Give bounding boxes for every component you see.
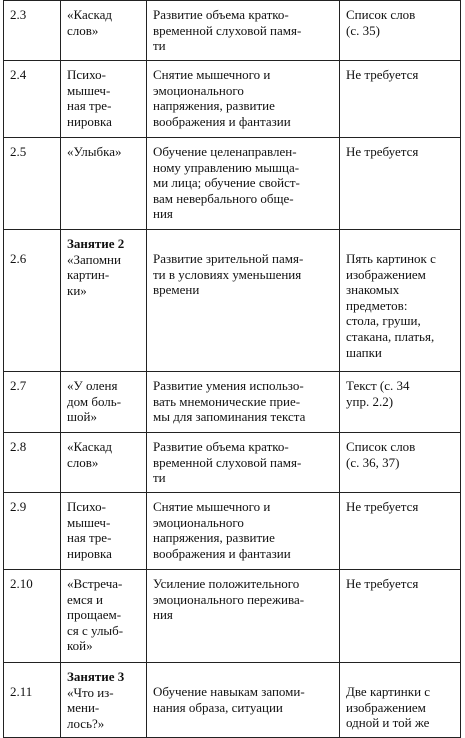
exercise-goal-line: Развитие объема кратко-: [153, 439, 289, 454]
exercise-material-cell: [340, 570, 461, 663]
exercise-material-line: Не требуется: [346, 144, 419, 159]
exercise-goal-line: ния: [153, 607, 173, 623]
exercise-material-line: изображением: [346, 699, 426, 715]
exercise-material-line: Не требуется: [346, 499, 419, 514]
exercise-title-cell: [61, 61, 147, 138]
exercise-material-line: Список слов: [346, 439, 416, 454]
exercise-goal-line: Усиление положительного: [153, 576, 300, 591]
exercise-material-line: стакана, платья,: [346, 328, 435, 344]
exercise-title-line: «Каскад: [67, 7, 113, 22]
table-row: [4, 663, 461, 738]
table-row: [4, 570, 461, 663]
exercise-goal-line: вам невербального обще-: [153, 190, 294, 206]
exercise-title-cell: [61, 433, 147, 493]
table-row: [4, 230, 461, 372]
row-number: 2.10: [10, 576, 33, 591]
exercise-goal-line: воображения и фантазии: [153, 113, 291, 129]
table-row: [4, 138, 461, 230]
exercise-title-line: ная тре-: [67, 530, 112, 546]
exercise-goal-cell: [147, 433, 340, 493]
exercise-table: [3, 0, 461, 738]
exercise-title-cell: [61, 138, 147, 230]
table-row: [4, 61, 461, 138]
exercise-goal-line: временной слуховой памя-: [153, 454, 302, 470]
exercise-title-line: «Встреча-: [67, 576, 123, 591]
exercise-title-line: слов»: [67, 454, 99, 470]
table-body: [4, 1, 461, 738]
exercise-material-cell: [340, 663, 461, 738]
exercise-title-line: дом боль-: [67, 393, 122, 409]
exercise-material-line: Пять картинок с: [346, 251, 436, 266]
exercise-title-cell: [61, 1, 147, 61]
exercise-material-cell: [340, 138, 461, 230]
exercise-goal-line: Снятие мышечного и: [153, 67, 271, 82]
exercise-title-line: шой»: [67, 409, 97, 425]
exercise-title-line: лось?»: [67, 715, 105, 731]
row-number-cell: [4, 372, 61, 433]
exercise-goal-cell: [147, 138, 340, 230]
exercise-title-cell: [61, 570, 147, 663]
exercise-title-line: ки»: [67, 282, 87, 298]
row-number: 2.8: [10, 439, 27, 454]
row-number-cell: [4, 230, 61, 372]
exercise-goal-cell: [147, 230, 340, 372]
row-number-cell: [4, 493, 61, 570]
row-number: 2.5: [10, 144, 27, 159]
exercise-title-cell: [61, 493, 147, 570]
exercise-title-line: «Запомни: [67, 251, 121, 267]
exercise-goal-line: эмоционального: [153, 82, 244, 98]
exercise-goal-line: нания образа, ситуации: [153, 699, 283, 715]
exercise-title-line: картин-: [67, 267, 110, 283]
exercise-material-line: Список слов: [346, 7, 416, 22]
exercise-goal-line: ти: [153, 38, 166, 54]
exercise-title-line: ся с улыб-: [67, 622, 124, 638]
exercise-title-line: мышеч-: [67, 82, 111, 98]
exercise-title-line: мени-: [67, 700, 100, 716]
row-number: 2.6: [10, 251, 27, 266]
row-number-cell: [4, 570, 61, 663]
exercise-material-line: Текст (с. 34: [346, 378, 410, 393]
exercise-title-line: емся и: [67, 591, 103, 607]
exercise-material-cell: [340, 372, 461, 433]
exercise-material-line: стола, груши,: [346, 313, 421, 329]
exercise-goal-line: Обучение навыкам запоми-: [153, 684, 305, 699]
exercise-title-line: Психо-: [67, 499, 106, 514]
exercise-title-line: прощаем-: [67, 607, 122, 623]
exercise-goal-line: Снятие мышечного и: [153, 499, 271, 514]
exercise-title-cell: [61, 372, 147, 433]
exercise-title-cell: [61, 230, 147, 372]
row-number-cell: [4, 138, 61, 230]
table-row: [4, 1, 461, 61]
exercise-material-line: (с. 35): [346, 22, 380, 38]
row-number-cell: [4, 663, 61, 738]
exercise-goal-line: Развитие зрительной памя-: [153, 251, 304, 266]
row-number-cell: [4, 61, 61, 138]
row-number: 2.7: [10, 378, 27, 393]
exercise-goal-cell: [147, 372, 340, 433]
exercise-title-line: «У оленя: [67, 378, 118, 393]
exercise-goal-cell: [147, 663, 340, 738]
exercise-goal-line: эмоционального: [153, 514, 244, 530]
exercise-goal-line: ному управлению мышца-: [153, 159, 300, 175]
exercise-title-line: слов»: [67, 22, 99, 38]
exercise-material-cell: [340, 1, 461, 61]
exercise-material-cell: [340, 61, 461, 138]
exercise-goal-line: ния: [153, 206, 173, 222]
exercise-material-line: Две картинки с: [346, 684, 431, 699]
exercise-goal-line: Обучение целенаправлен-: [153, 144, 297, 159]
exercise-goal-line: Развитие объема кратко-: [153, 7, 289, 22]
exercise-title-line: Психо-: [67, 67, 106, 82]
table-row: [4, 493, 461, 570]
row-number-cell: [4, 433, 61, 493]
session-heading: Занятие 2: [67, 236, 125, 251]
exercise-title-line: мышеч-: [67, 514, 111, 530]
exercise-goal-cell: [147, 1, 340, 61]
exercise-material-line: предметов:: [346, 297, 408, 313]
table-row: [4, 433, 461, 493]
exercise-material-cell: [340, 230, 461, 372]
row-number: 2.11: [10, 684, 33, 699]
exercise-material-line: Не требуется: [346, 67, 419, 82]
exercise-goal-line: ти: [153, 470, 166, 486]
exercise-goal-line: эмоционального пережива-: [153, 591, 305, 607]
exercise-title-line: кой»: [67, 638, 93, 654]
exercise-material-line: изображением: [346, 266, 426, 282]
exercise-title-line: нировка: [67, 113, 112, 129]
exercise-material-line: упр. 2.2): [346, 393, 394, 409]
exercise-material-line: Не требуется: [346, 576, 419, 591]
exercise-goal-line: Развитие умения использо-: [153, 378, 304, 393]
exercise-goal-line: мы для запоминания текста: [153, 409, 306, 425]
row-number: 2.4: [10, 67, 27, 82]
exercise-title-cell: [61, 663, 147, 738]
row-number-cell: [4, 1, 61, 61]
exercise-material-cell: [340, 493, 461, 570]
exercise-material-line: одной и той же: [346, 715, 430, 731]
exercise-goal-cell: [147, 61, 340, 138]
exercise-goal-line: воображения и фантазии: [153, 545, 291, 561]
exercise-goal-line: ти в условиях уменьшения: [153, 266, 302, 282]
exercise-material-line: знакомых: [346, 282, 400, 298]
exercise-title-line: «Каскад: [67, 439, 113, 454]
exercise-goal-line: временной слуховой памя-: [153, 22, 302, 38]
exercise-goal-line: напряжения, развитие: [153, 98, 275, 114]
exercise-title-line: «Что из-: [67, 684, 114, 700]
exercise-goal-cell: [147, 570, 340, 663]
exercise-material-line: шапки: [346, 344, 382, 360]
exercise-title-line: ная тре-: [67, 98, 112, 114]
exercise-material-line: (с. 36, 37): [346, 454, 400, 470]
exercise-goal-cell: [147, 493, 340, 570]
row-number: 2.3: [10, 7, 27, 22]
exercise-goal-line: времени: [153, 282, 200, 298]
exercise-title-line: «Улыбка»: [67, 144, 122, 159]
session-heading: Занятие 3: [67, 669, 125, 684]
exercise-goal-line: ми лица; обучение свойст-: [153, 175, 300, 191]
table-row: [4, 372, 461, 433]
row-number: 2.9: [10, 499, 27, 514]
exercise-title-line: нировка: [67, 545, 112, 561]
exercise-goal-line: напряжения, развитие: [153, 530, 275, 546]
exercise-goal-line: вать мнемонические прие-: [153, 393, 301, 409]
exercise-material-cell: [340, 433, 461, 493]
